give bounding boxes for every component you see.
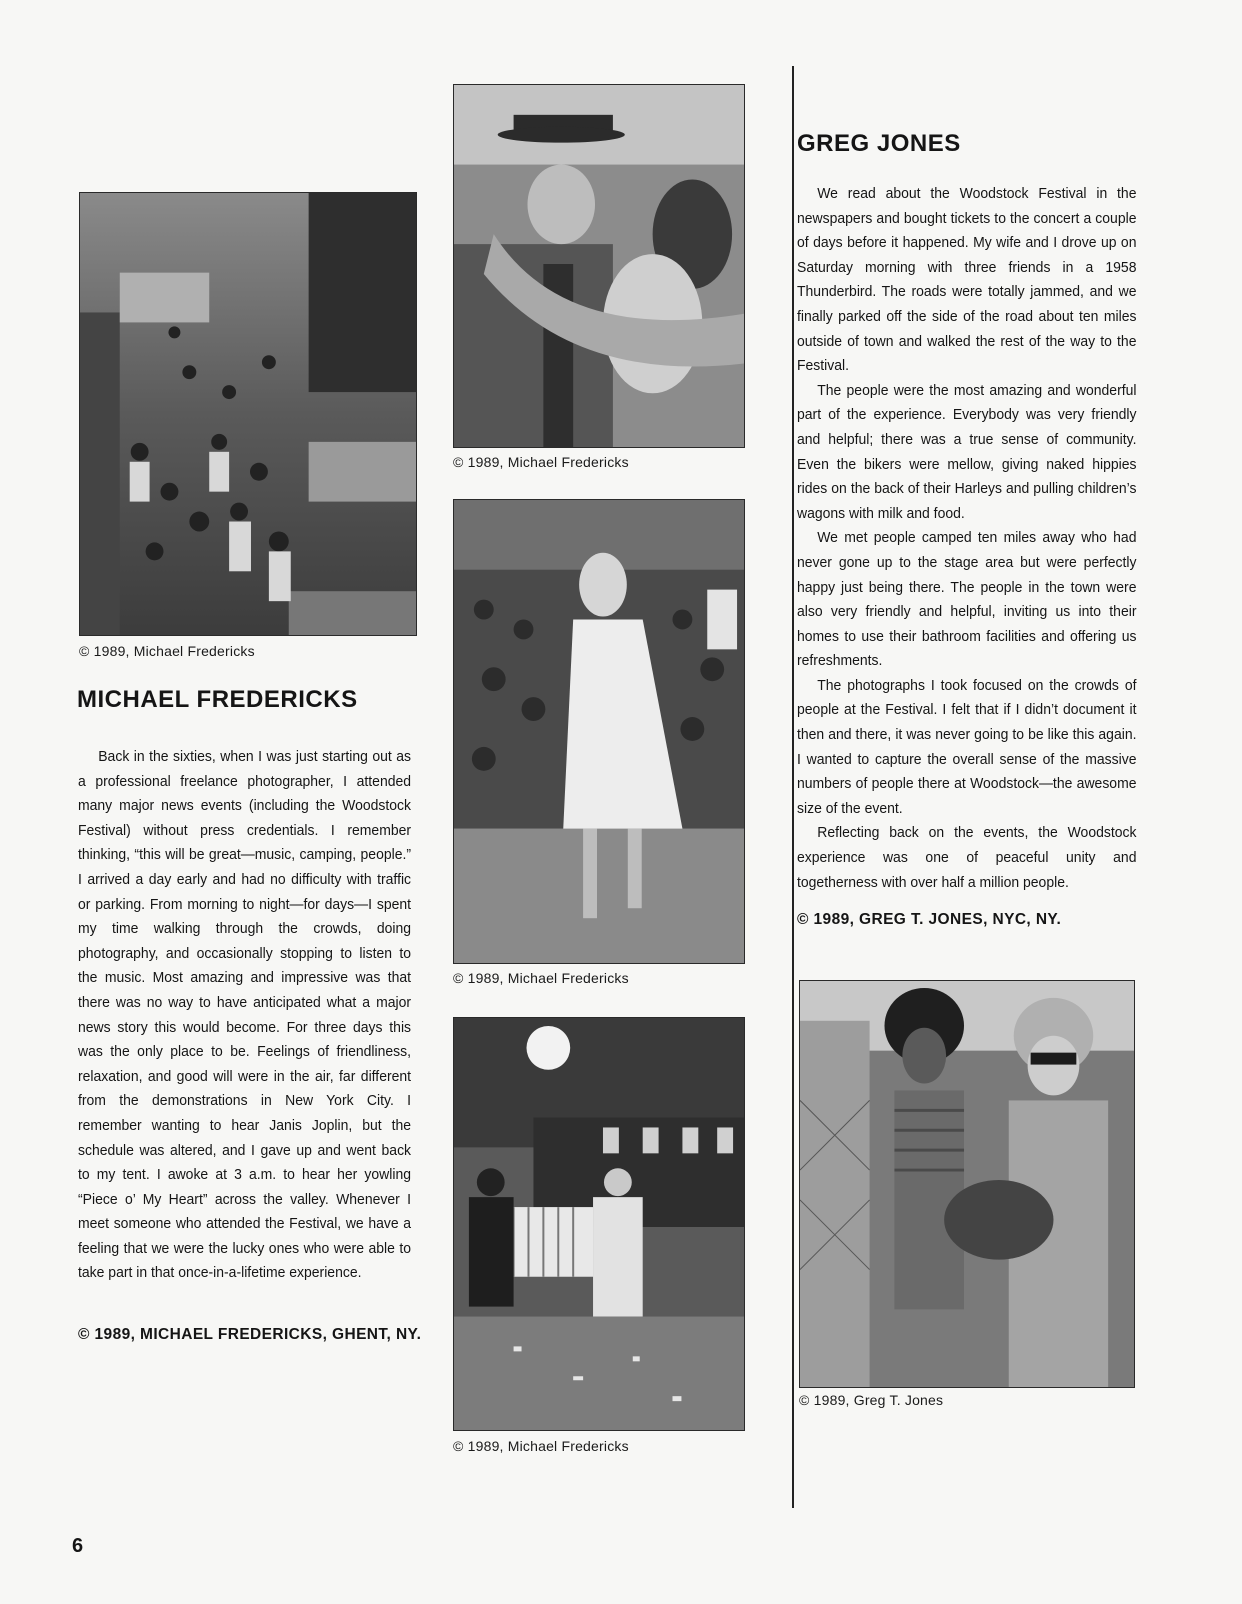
copyright-credit: © 1989, MICHAEL FREDERICKS, GHENT, NY. [78,1326,422,1343]
article-paragraph: The people were the most amazing and wonderful part of the experience. Everybody was very friendly and helpful; there was a true sense of community. Even the bikers were mellow, giving naked hippies rides on the back of their Harleys and pulling children’s wagons with milk and food. [797,381,1137,522]
trooper-and-mother-photo [453,84,745,448]
house-and-fence-photo [453,1017,745,1431]
greg-jones-article [797,182,1136,895]
copyright-credit: © 1989, GREG T. JONES, NYC, NY. [797,911,1062,928]
photo-caption: © 1989, Michael Fredericks [453,454,629,470]
article-paragraph: Reflecting back on the events, the Woodstock experience was one of peaceful unity and togetherness with over half a million people. [797,824,1137,891]
two-young-men-photo [799,980,1135,1388]
column-divider [792,66,794,1508]
section-heading-greg-jones: GREG JONES [797,130,961,157]
section-heading-michael-fredericks: MICHAEL FREDERICKS [77,686,358,713]
photo-caption: © 1989, Michael Fredericks [79,643,255,659]
page-number: 6 [72,1535,84,1557]
photo-caption: © 1989, Michael Fredericks [453,970,629,986]
girl-in-white-dress-photo [453,499,745,964]
article-paragraph: We read about the Woodstock Festival in the newspapers and bought tickets to the concert a couple of days before it happened. My wife and I drove up on Saturday morning with three friends in a 1958 Thunderbird. The roads were totally jammed, and we finally parked off the side of the road about ten miles outside of town and walked the rest of the way to the Festival. [797,185,1137,375]
article-paragraph: We met people camped ten miles away who had never gone up to the stage area but were perfectly happy just being there. The people in the town were also very friendly and helpful, inviting us into their homes to use their bathroom facilities and offering us refreshments. [797,529,1137,670]
photo-caption: © 1989, Michael Fredericks [453,1438,629,1454]
crowd-road-photo [79,192,417,636]
article-paragraph: The photographs I took focused on the crowds of people at the Festival. I felt that if I didn’t document it then and there, it was never going to be like this again. I wanted to capture the overall sense of the massive numbers of people there at Woodstock—the awesome size of the event. [797,676,1137,817]
photo-caption: © 1989, Greg T. Jones [799,1392,944,1408]
article-paragraph: Back in the sixties, when I was just starting out as a professional freelance photographer, I attended many major news events (including the Woodstock Festival) without press credentials. I remember thinking, “this will be great—music, camping, people.” I arrived a day early and had no difficulty with traffic or parking. From morning to night—for days—I spent my time walking through the crowds, doing photography, and occasionally stopping to listen to the music. Most amazing and impressive was that there was no way to have anticipated what a major news story this would become. For three days this was the only place to be. Feelings of friendliness, relaxation, and good will were in the air, far different from the demonstrations in New York City. I remember wanting to hear Janis Joplin, but the schedule was altered, and I gave up and went back to my tent. I awoke at 3 a.m. to hear her yowling “Piece o’ My Heart” across the valley. Whenever I meet someone who attended the Festival, we have a feeling that we were the lucky ones who were able to take part in that once-in-a-lifetime experience. [78,748,412,1282]
michael-fredericks-article [78,745,411,1286]
